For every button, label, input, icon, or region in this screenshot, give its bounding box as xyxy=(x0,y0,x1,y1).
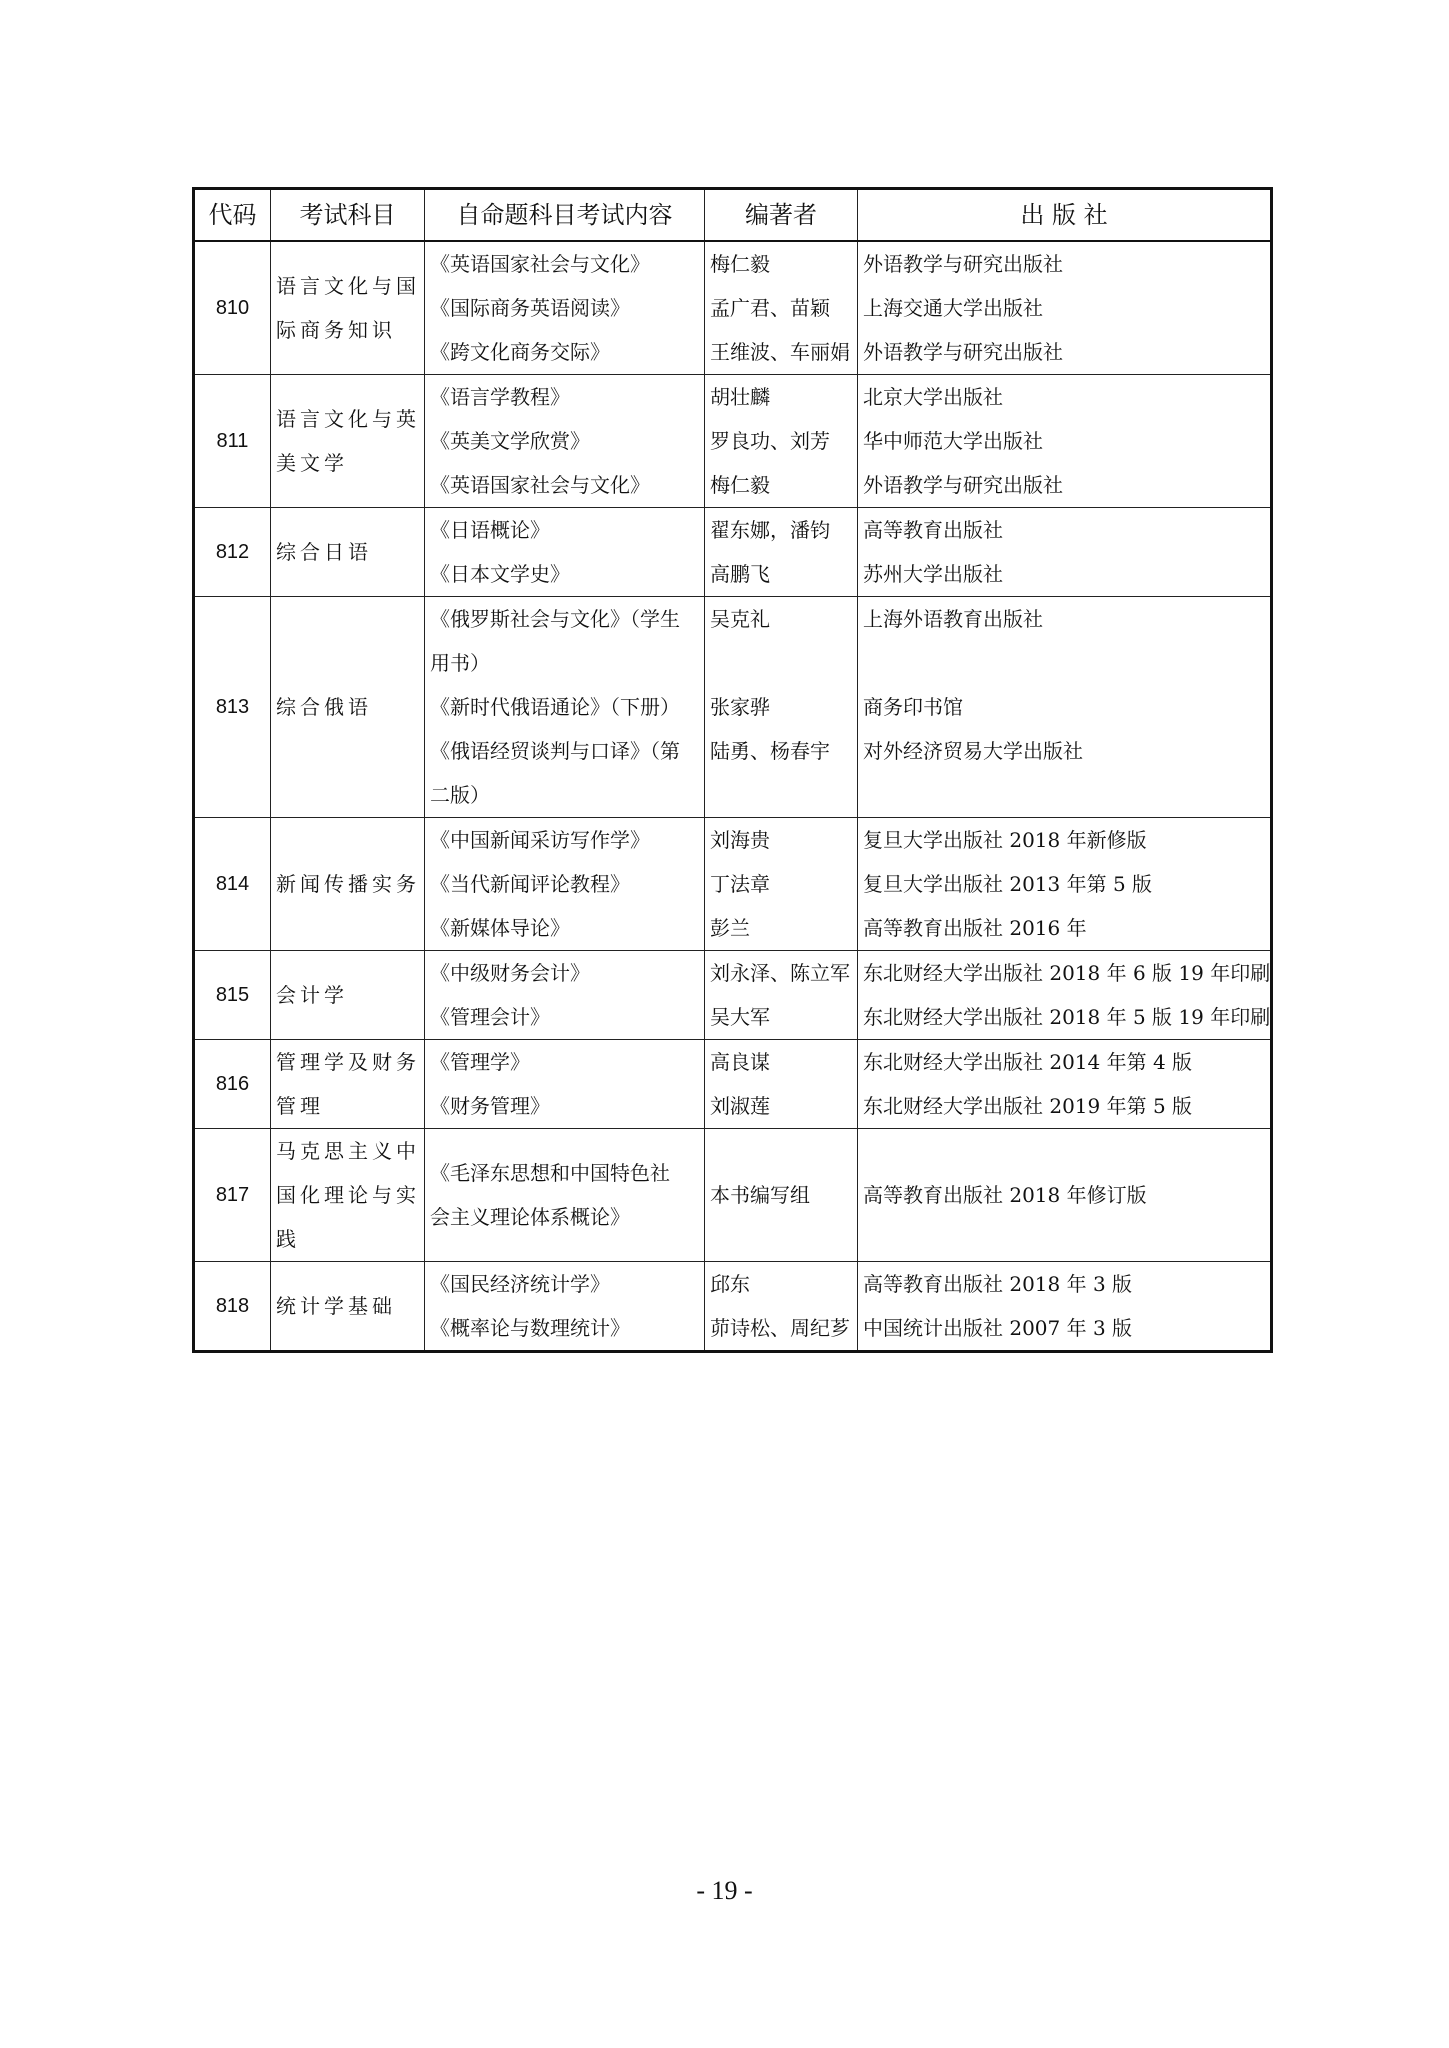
subject-line: 新闻传播实务 xyxy=(276,872,420,896)
publisher-cell xyxy=(858,1262,1272,1352)
subject-cell xyxy=(271,375,425,508)
author-line: 彭兰 xyxy=(710,916,750,940)
table-row xyxy=(194,508,1272,597)
publisher-line: 东北财经大学出版社 2018 年 6 版 19 年印刷 xyxy=(863,961,1270,985)
content-cell xyxy=(425,1129,705,1262)
table-row xyxy=(194,1040,1272,1129)
publisher-line: 东北财经大学出版社 2018 年 5 版 19 年印刷 xyxy=(863,1005,1270,1029)
table-body xyxy=(194,241,1272,1352)
code-cell: 818 xyxy=(194,1262,271,1352)
content-line: 《财务管理》 xyxy=(430,1094,550,1118)
author-line: 罗良功、刘芳 xyxy=(710,429,830,453)
subject-line: 美文学 xyxy=(276,451,348,475)
author-line: 孟广君、苗颖 xyxy=(710,296,830,320)
author-line: 刘淑莲 xyxy=(710,1094,770,1118)
content-line: 《中国新闻采访写作学》 xyxy=(430,828,650,852)
content-line: 《概率论与数理统计》 xyxy=(430,1316,630,1340)
content-cell xyxy=(425,1040,705,1129)
publisher-line: 高等教育出版社 2018 年 3 版 xyxy=(863,1272,1133,1296)
author-line: 本书编写组 xyxy=(710,1183,810,1207)
header-subject: 考试科目 xyxy=(271,189,425,242)
table-row xyxy=(194,1129,1272,1262)
author-cell xyxy=(705,818,858,951)
content-line: 《毛泽东思想和中国特色社 xyxy=(430,1161,670,1185)
publisher-cell xyxy=(858,1040,1272,1129)
table-row xyxy=(194,818,1272,951)
author-cell xyxy=(705,508,858,597)
subject-line: 管理学及财务 xyxy=(276,1050,420,1074)
table-header-row xyxy=(194,189,1272,242)
content-line: 《英语国家社会与文化》 xyxy=(430,252,650,276)
exam-subject-table xyxy=(192,187,1273,1353)
content-line: 《俄罗斯社会与文化》（学生 xyxy=(430,607,680,631)
content-line: 《英美文学欣赏》 xyxy=(430,429,590,453)
content-cell xyxy=(425,951,705,1040)
content-line: 《俄语经贸谈判与口译》（第 xyxy=(430,739,680,763)
author-cell xyxy=(705,375,858,508)
author-cell xyxy=(705,1040,858,1129)
content-line: 《跨文化商务交际》 xyxy=(430,340,610,364)
subject-cell xyxy=(271,508,425,597)
code-cell: 816 xyxy=(194,1040,271,1129)
author-line: 梅仁毅 xyxy=(710,473,770,497)
publisher-line: 复旦大学出版社 2018 年新修版 xyxy=(863,828,1147,852)
author-cell xyxy=(705,1129,858,1262)
author-cell xyxy=(705,597,858,818)
content-cell xyxy=(425,818,705,951)
publisher-cell xyxy=(858,818,1272,951)
subject-cell xyxy=(271,241,425,375)
author-cell xyxy=(705,1262,858,1352)
table-row xyxy=(194,375,1272,508)
publisher-line: 北京大学出版社 xyxy=(863,385,1003,409)
author-line xyxy=(710,641,857,685)
content-line: 二版） xyxy=(430,783,490,807)
page-number: - 19 - xyxy=(696,1876,753,1905)
publisher-line: 华中师范大学出版社 xyxy=(863,429,1043,453)
content-cell xyxy=(425,375,705,508)
content-line: 《新时代俄语通论》（下册） xyxy=(430,695,680,719)
code-cell: 811 xyxy=(194,375,271,508)
code-cell: 814 xyxy=(194,818,271,951)
subject-cell xyxy=(271,951,425,1040)
code-cell: 812 xyxy=(194,508,271,597)
publisher-line: 商务印书馆 xyxy=(863,695,963,719)
subject-line: 践 xyxy=(276,1227,300,1251)
subject-line: 会计学 xyxy=(276,983,348,1007)
header-author: 编著者 xyxy=(705,189,858,242)
content-line: 《管理会计》 xyxy=(430,1005,550,1029)
author-line: 翟东娜，潘钧 xyxy=(710,518,830,542)
publisher-line: 东北财经大学出版社 2014 年第 4 版 xyxy=(863,1050,1193,1074)
table-row xyxy=(194,951,1272,1040)
subject-cell xyxy=(271,1262,425,1352)
subject-line: 统计学基础 xyxy=(276,1294,396,1318)
publisher-cell xyxy=(858,375,1272,508)
publisher-line: 复旦大学出版社 2013 年第 5 版 xyxy=(863,872,1153,896)
subject-cell xyxy=(271,818,425,951)
author-line: 吴克礼 xyxy=(710,607,770,631)
content-line: 《当代新闻评论教程》 xyxy=(430,872,630,896)
subject-line: 国化理论与实 xyxy=(276,1183,420,1207)
subject-line: 语言文化与英 xyxy=(276,407,420,431)
publisher-cell xyxy=(858,951,1272,1040)
publisher-line: 上海外语教育出版社 xyxy=(863,607,1043,631)
header-code: 代码 xyxy=(194,189,271,242)
publisher-line: 外语教学与研究出版社 xyxy=(863,340,1063,364)
subject-cell xyxy=(271,1129,425,1262)
content-cell xyxy=(425,1262,705,1352)
author-line: 张家骅 xyxy=(710,695,770,719)
subject-line: 马克思主义中 xyxy=(276,1139,420,1163)
content-cell xyxy=(425,241,705,375)
publisher-cell xyxy=(858,508,1272,597)
table-row xyxy=(194,241,1272,375)
author-line: 高鹏飞 xyxy=(710,562,770,586)
subject-line: 语言文化与国 xyxy=(276,274,420,298)
author-line: 胡壮麟 xyxy=(710,385,770,409)
author-line: 梅仁毅 xyxy=(710,252,770,276)
publisher-line: 上海交通大学出版社 xyxy=(863,296,1043,320)
publisher-line xyxy=(863,641,1270,685)
content-line: 用书） xyxy=(430,651,490,675)
author-line: 吴大军 xyxy=(710,1005,770,1029)
content-line: 会主义理论体系概论》 xyxy=(430,1205,630,1229)
author-cell xyxy=(705,241,858,375)
content-line: 《中级财务会计》 xyxy=(430,961,590,985)
subject-line: 管理 xyxy=(276,1094,324,1118)
author-line: 邱东 xyxy=(710,1272,750,1296)
author-line xyxy=(710,773,857,817)
subject-line: 综合俄语 xyxy=(276,695,372,719)
author-line: 高良谋 xyxy=(710,1050,770,1074)
publisher-line: 高等教育出版社 2018 年修订版 xyxy=(863,1183,1147,1207)
code-cell: 815 xyxy=(194,951,271,1040)
author-line: 刘永泽、陈立军 xyxy=(710,961,850,985)
content-line: 《日本文学史》 xyxy=(430,562,570,586)
subject-cell xyxy=(271,1040,425,1129)
content-line: 《管理学》 xyxy=(430,1050,530,1074)
publisher-cell xyxy=(858,241,1272,375)
publisher-line: 对外经济贸易大学出版社 xyxy=(863,739,1083,763)
publisher-cell xyxy=(858,1129,1272,1262)
table-row xyxy=(194,597,1272,818)
author-line: 王维波、车丽娟 xyxy=(710,340,850,364)
publisher-cell xyxy=(858,597,1272,818)
header-content: 自命题科目考试内容 xyxy=(425,189,705,242)
content-cell xyxy=(425,597,705,818)
content-line: 《国民经济统计学》 xyxy=(430,1272,610,1296)
author-line: 刘海贵 xyxy=(710,828,770,852)
publisher-line: 中国统计出版社 2007 年 3 版 xyxy=(863,1316,1133,1340)
publisher-line: 高等教育出版社 2016 年 xyxy=(863,916,1087,940)
content-line: 《国际商务英语阅读》 xyxy=(430,296,630,320)
subject-line: 综合日语 xyxy=(276,540,372,564)
content-line: 《语言学教程》 xyxy=(430,385,570,409)
publisher-line xyxy=(863,773,1270,817)
author-line: 茆诗松、周纪芗 xyxy=(710,1316,850,1340)
publisher-line: 外语教学与研究出版社 xyxy=(863,473,1063,497)
content-cell xyxy=(425,508,705,597)
code-cell: 817 xyxy=(194,1129,271,1262)
subject-line: 际商务知识 xyxy=(276,318,396,342)
subject-cell xyxy=(271,597,425,818)
content-line: 《英语国家社会与文化》 xyxy=(430,473,650,497)
code-cell: 813 xyxy=(194,597,271,818)
author-cell xyxy=(705,951,858,1040)
publisher-line: 高等教育出版社 xyxy=(863,518,1003,542)
publisher-line: 东北财经大学出版社 2019 年第 5 版 xyxy=(863,1094,1193,1118)
code-cell: 810 xyxy=(194,241,271,375)
content-line: 《日语概论》 xyxy=(430,518,550,542)
content-line: 《新媒体导论》 xyxy=(430,916,570,940)
publisher-line: 苏州大学出版社 xyxy=(863,562,1003,586)
table-row xyxy=(194,1262,1272,1352)
author-line: 陆勇、杨春宇 xyxy=(710,739,830,763)
author-line: 丁法章 xyxy=(710,872,770,896)
header-publisher: 出 版 社 xyxy=(858,189,1272,242)
publisher-line: 外语教学与研究出版社 xyxy=(863,252,1063,276)
